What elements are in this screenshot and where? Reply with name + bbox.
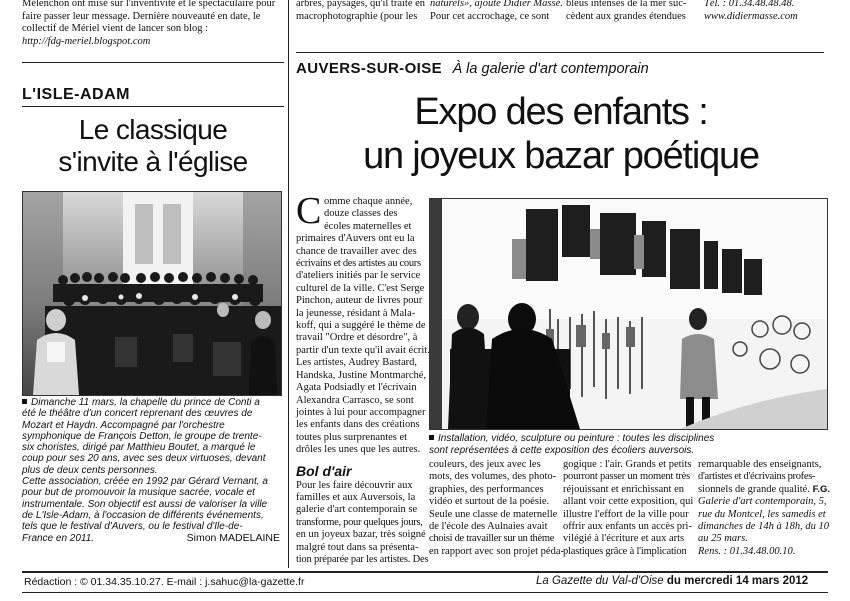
- text-line: la jeunesse, résidant à Mala-: [296, 307, 416, 319]
- phone-number: Tél. : 01.34.48.48.48.: [704, 0, 795, 9]
- main-headline: [296, 90, 826, 178]
- text-line: graphies, des performances: [429, 483, 544, 495]
- publication-name: La Gazette du Val-d'Oise: [536, 575, 664, 587]
- text-line: réjouissant et enrichissant en: [563, 483, 685, 495]
- caption-line: Mozart et Haydn. Accompagné par l'orchestre: [22, 419, 225, 431]
- main-kicker: AUVERS-SUR-OISE: [296, 60, 443, 77]
- footer-contact: Rédaction : © 01.34.35.10.27. E-mail : j.sahuc@la-gazette.fr: [24, 576, 305, 588]
- text-line: Handska, Justine Montmarché,: [296, 369, 427, 381]
- text-line: chance de travailler avec des: [296, 245, 417, 257]
- text-line: vilégié à l'écriture et aux arts: [563, 533, 685, 545]
- column-divider-main: [288, 0, 289, 568]
- text-line: plastiques grâce à l'implication: [563, 545, 687, 557]
- headline-line: s'invite à l'église: [58, 146, 248, 177]
- text-line: Alexandra Carrasco, se sont: [296, 394, 414, 406]
- concert-photo: [22, 191, 282, 396]
- text-line: gogique : l'air. Grands et petits: [563, 459, 692, 470]
- text-line: culturel de la ville. C'est Serge: [296, 282, 425, 294]
- website-link[interactable]: www.didiermasse.com: [704, 10, 798, 22]
- caption-line: de L'Isle-Adam, à l'occasion de différents événements,: [22, 509, 264, 521]
- text-line: drôles les unes que les autres.: [296, 444, 421, 456]
- text-line: douze classes des: [324, 208, 398, 220]
- text-line: Agata Podsiadly et l'écrivain: [296, 382, 417, 394]
- text-line: Mélenchon ont misé sur l'inventivité et le spectaculaire pour: [22, 0, 276, 9]
- concert-photo-image: [23, 192, 281, 395]
- text-line: faire passer leur message. Dernière nouveauté en date, le: [22, 10, 261, 22]
- text-line: en rapport avec son projet péda-: [429, 545, 564, 557]
- text-line: en un joyeux bazar, très soigné: [296, 529, 426, 541]
- caption-line: six choristes, dirigé par Matthieu Boutet, a marqué le: [22, 442, 256, 454]
- top-strip-col1: [22, 0, 284, 48]
- text-line: rue du Montcel, les samedis et: [698, 508, 826, 520]
- caption-line: pour but de promouvoir la musique sacrée, vocale et: [22, 487, 255, 499]
- footer-publication: [536, 575, 808, 587]
- bullet-icon: [429, 435, 434, 440]
- footer-rule-bottom: [22, 592, 828, 593]
- left-kicker-rule: [22, 106, 284, 107]
- top-strip-col5: [704, 0, 834, 23]
- text-line: Pour les faire découvrir aux: [296, 479, 413, 491]
- caption-line: Cette association, créée en 1992 par Gérard Vernant, a: [22, 476, 268, 488]
- exhibition-caption: [429, 433, 829, 456]
- text-line: d'ateliers initiés par le service: [296, 270, 421, 282]
- main-kicker-row: [296, 60, 649, 78]
- text-line: pourront passer un moment très: [563, 471, 690, 483]
- text-line: cèdent aux grandes étendues: [566, 10, 686, 22]
- text-line: les enfants dans des créations: [296, 419, 420, 431]
- caption-line: coup pour ses 20 ans, avec ses deux virtuoses, devant: [22, 453, 266, 465]
- text-line: transforme, pour quelques jours,: [296, 516, 423, 528]
- caption-line: Installation, vidéo, sculpture ou peinture : toutes les disciplines: [438, 433, 715, 444]
- text-line: macrophotographie (pour les: [296, 10, 418, 22]
- caption-line: sont représentées à cette exposition des écoliers auversois.: [429, 444, 695, 456]
- text-line: Pinchon, auteur de livres pour: [296, 295, 423, 307]
- text-line: malgré tout dans sa présenta-: [296, 541, 419, 553]
- text-line: mots, des volumes, des photo-: [429, 471, 557, 483]
- text-line: toutes plus surprenantes et: [296, 431, 408, 443]
- main-col3: [563, 459, 694, 558]
- publication-date: du mercredi 14 mars 2012: [666, 575, 809, 587]
- top-rule-left: [22, 62, 284, 63]
- text-line: au 25 mars.: [698, 533, 748, 545]
- top-strip-col4: [566, 0, 696, 23]
- left-kicker: L'ISLE-ADAM: [22, 86, 130, 103]
- left-headline: [22, 114, 284, 178]
- text-line: Les artistes, Audrey Bastard,: [296, 357, 418, 369]
- text-line: de l'école des Aulnaies avait: [429, 521, 548, 533]
- concert-caption: [22, 397, 284, 544]
- text-line: Pour cet accrochage, ce sont: [430, 10, 550, 22]
- text-line: couleurs, des jeux avec les: [429, 459, 541, 470]
- drop-cap: C: [296, 190, 322, 232]
- bullet-icon: [22, 399, 27, 404]
- headline-line: un joyeux bazar poétique: [363, 135, 759, 177]
- exhibition-photo-image: [430, 199, 827, 429]
- text-line: remarquable des enseignants,: [698, 459, 822, 470]
- caption-line: symphonique de François Detton, le groupe de trente-: [22, 430, 262, 442]
- main-col4: [698, 459, 831, 558]
- caption-line: plus de deux cents personnes.: [22, 464, 158, 476]
- text-line: illustre l'effort de la ville pour: [563, 508, 689, 520]
- top-strip-col2: [296, 0, 426, 23]
- text-line: écoles maternelles et: [324, 220, 412, 232]
- subhead: Bol d'air: [296, 462, 352, 479]
- text-line: sionnels de grande qualité.: [698, 483, 810, 495]
- text-line: Galerie d'art contemporain, 5,: [698, 496, 827, 508]
- headline-line: Expo des enfants :: [414, 91, 708, 133]
- top-rule-right: [296, 52, 824, 53]
- top-strip-col3: [430, 0, 563, 23]
- caption-line: Dimanche 11 mars, la chapelle du prince de Conti a: [31, 397, 260, 408]
- text-line: écrivains et des artistes au cours: [296, 258, 421, 270]
- main-col2: [429, 459, 564, 558]
- author-initials: F.G.: [812, 483, 831, 495]
- text-line: koff, qui a suggéré le thème de: [296, 320, 426, 332]
- text-line: allant voir cette exposition, qui: [563, 496, 694, 508]
- text-line: primaires d'Auvers ont eu la: [296, 233, 415, 245]
- text-line: omme chaque année,: [324, 196, 413, 207]
- text-line: d'artistes et d'écrivains profes-: [698, 471, 816, 483]
- text-line: arbres, paysages, qu'il traite en: [296, 0, 426, 9]
- caption-line: été le théâtre d'un concert reprenant des œuvres de: [22, 408, 253, 420]
- text-line: collectif de Mériel vient de lancer son blog :: [22, 23, 209, 35]
- author-signature: Simon MADELAINE: [186, 531, 280, 544]
- footer-rule-top: [22, 571, 828, 573]
- text-line: choisi de travailler sur un thème: [429, 533, 555, 545]
- text-line: Seule une classe de maternelle: [429, 508, 558, 520]
- main-subkicker: À la galerie d'art contemporain: [452, 61, 649, 77]
- blog-link[interactable]: http://fdg-meriel.blogspot.com: [22, 35, 151, 47]
- text-line: jointes à lui pour accompagner: [296, 406, 426, 418]
- text-line: familles et aux Auversois, la: [296, 491, 416, 503]
- headline-line: Le classique: [78, 114, 228, 145]
- text-line: tion préparée par les artistes. Des: [296, 553, 429, 565]
- text-line: galerie d'art contemporain se: [296, 504, 418, 516]
- main-col1: [296, 190, 430, 566]
- exhibition-photo: [429, 198, 828, 430]
- caption-line: instrumentale. Son objectif est aussi de valoriser la ville: [22, 498, 268, 510]
- text-line: vidéo et surtout de la poésie.: [429, 496, 550, 508]
- text-line: bleus intenses de la mer suc-: [566, 0, 687, 9]
- caption-line: France en 2011.: [22, 532, 95, 544]
- text-line: partir d'un texte qu'il avait écrit.: [296, 344, 430, 356]
- text-line: dimanches de 14h à 18h, du 10: [698, 521, 829, 533]
- text-line: offrir aux enfants un accès pri-: [563, 521, 692, 533]
- text-line: naturels», ajoute Didier Massé.: [430, 0, 563, 9]
- text-line: travail "Ordre et désordre", à: [296, 332, 418, 344]
- caption-line: tels que le festival d'Auvers, ou le festival d'Ile-de-: [22, 521, 243, 533]
- text-line: Rens. : 01.34.48.00.10.: [698, 545, 796, 557]
